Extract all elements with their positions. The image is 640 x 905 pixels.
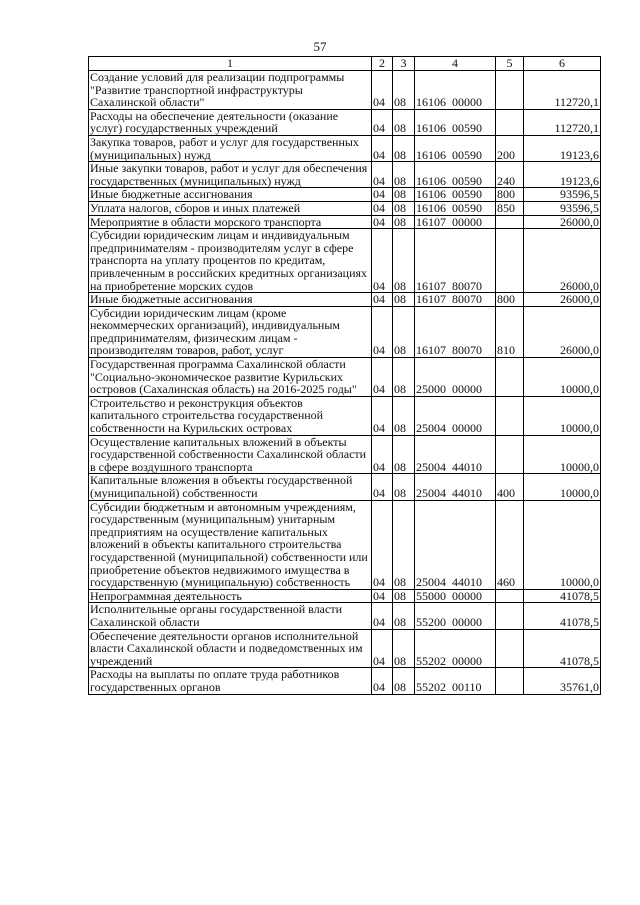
amount-cell: 26000,0 — [524, 293, 601, 307]
target-item-cell: 25000 00000 — [415, 358, 496, 397]
expense-type-cell — [496, 589, 524, 603]
column-header: 6 — [524, 57, 601, 71]
expense-type-cell — [496, 109, 524, 135]
table-row — [89, 109, 601, 135]
table-row — [89, 500, 601, 589]
section-cell: 04 — [372, 629, 393, 668]
column-header: 3 — [393, 57, 415, 71]
section-cell: 04 — [372, 396, 393, 435]
section-cell: 04 — [372, 229, 393, 293]
row-name-cell: Уплата налогов, сборов и иных платежей — [89, 201, 372, 215]
row-name-cell: Субсидии юридическим лицам и индивидуальным предпринимателям - производителям услуг в сфере транспорта на уплату процентов по кредитам, привлеченным в российских кредитных организациях на приобретение морских судов — [89, 229, 372, 293]
row-name-cell: Закупка товаров, работ и услуг для государственных (муниципальных) нужд — [89, 135, 372, 161]
table-row — [89, 71, 601, 110]
expense-type-cell: 200 — [496, 135, 524, 161]
amount-cell: 41078,5 — [524, 603, 601, 629]
row-name-cell: Обеспечение деятельности органов исполнительной власти Сахалинской области и подведомственных им учреждений — [89, 629, 372, 668]
expense-type-cell — [496, 358, 524, 397]
section-cell: 04 — [372, 589, 393, 603]
row-name-cell: Капитальные вложения в объекты государственной (муниципальной) собственности — [89, 474, 372, 500]
target-item-cell: 25004 00000 — [415, 396, 496, 435]
section-cell: 04 — [372, 306, 393, 357]
row-name-cell: Непрограммная деятельность — [89, 589, 372, 603]
expense-type-cell: 400 — [496, 474, 524, 500]
row-name-cell: Субсидии бюджетным и автономным учреждениям, государственным (муниципальным) унитарным предприятиям на осуществление капитальных вложений в объекты капитального строительства государственной (муниципальной) собственности или приобретение объектов недвижимого имущества в государственную (муниципальную) собственность — [89, 500, 372, 589]
table-row — [89, 162, 601, 188]
amount-cell: 26000,0 — [524, 229, 601, 293]
target-item-cell: 16106 00590 — [415, 135, 496, 161]
expense-type-cell — [496, 629, 524, 668]
subsection-cell: 08 — [393, 293, 415, 307]
budget-table — [88, 56, 601, 695]
expense-type-cell — [496, 229, 524, 293]
row-name-cell: Мероприятие в области морского транспорта — [89, 215, 372, 229]
subsection-cell: 08 — [393, 306, 415, 357]
subsection-cell: 08 — [393, 668, 415, 694]
row-name-cell: Строительство и реконструкция объектов капитального строительства государственной собственности на Курильских островах — [89, 396, 372, 435]
subsection-cell: 08 — [393, 589, 415, 603]
section-cell: 04 — [372, 293, 393, 307]
target-item-cell: 16107 00000 — [415, 215, 496, 229]
row-name-cell: Создание условий для реализации подпрограммы "Развитие транспортной инфраструктуры Сахалинской области" — [89, 71, 372, 110]
target-item-cell: 25004 44010 — [415, 435, 496, 474]
row-name-cell: Иные бюджетные ассигнования — [89, 293, 372, 307]
section-cell: 04 — [372, 603, 393, 629]
target-item-cell: 16107 80070 — [415, 293, 496, 307]
target-item-cell: 55200 00000 — [415, 603, 496, 629]
row-name-cell: Государственная программа Сахалинской области "Социально-экономическое развитие Курильских островов (Сахалинская область) на 2016-2025 годы" — [89, 358, 372, 397]
amount-cell: 41078,5 — [524, 629, 601, 668]
row-name-cell: Субсидии юридическим лицам (кроме некоммерческих организаций), индивидуальным предпринимателям, физическим лицам - производителям товаров, работ, услуг — [89, 306, 372, 357]
column-header: 4 — [415, 57, 496, 71]
section-cell: 04 — [372, 668, 393, 694]
column-header: 1 — [89, 57, 372, 71]
table-row — [89, 293, 601, 307]
section-cell: 04 — [372, 201, 393, 215]
amount-cell: 10000,0 — [524, 474, 601, 500]
section-cell: 04 — [372, 500, 393, 589]
subsection-cell: 08 — [393, 474, 415, 500]
subsection-cell: 08 — [393, 229, 415, 293]
expense-type-cell — [496, 215, 524, 229]
subsection-cell: 08 — [393, 215, 415, 229]
table-row — [89, 396, 601, 435]
subsection-cell: 08 — [393, 358, 415, 397]
subsection-cell: 08 — [393, 71, 415, 110]
target-item-cell: 16106 00590 — [415, 188, 496, 202]
subsection-cell: 08 — [393, 396, 415, 435]
section-cell: 04 — [372, 162, 393, 188]
row-name-cell: Расходы на выплаты по оплате труда работников государственных органов — [89, 668, 372, 694]
target-item-cell: 16106 00590 — [415, 109, 496, 135]
expense-type-cell — [496, 435, 524, 474]
expense-type-cell: 850 — [496, 201, 524, 215]
table-row — [89, 358, 601, 397]
row-name-cell: Расходы на обеспечение деятельности (оказание услуг) государственных учреждений — [89, 109, 372, 135]
amount-cell: 26000,0 — [524, 215, 601, 229]
expense-type-cell: 460 — [496, 500, 524, 589]
section-cell: 04 — [372, 71, 393, 110]
amount-cell: 93596,5 — [524, 188, 601, 202]
subsection-cell: 08 — [393, 603, 415, 629]
row-name-cell: Иные бюджетные ассигнования — [89, 188, 372, 202]
subsection-cell: 08 — [393, 201, 415, 215]
table-row — [89, 474, 601, 500]
table-row — [89, 668, 601, 694]
amount-cell: 112720,1 — [524, 71, 601, 110]
amount-cell: 19123,6 — [524, 135, 601, 161]
table-row — [89, 603, 601, 629]
section-cell: 04 — [372, 358, 393, 397]
subsection-cell: 08 — [393, 188, 415, 202]
expense-type-cell: 240 — [496, 162, 524, 188]
expense-type-cell — [496, 668, 524, 694]
subsection-cell: 08 — [393, 435, 415, 474]
table-row — [89, 215, 601, 229]
target-item-cell: 25004 44010 — [415, 500, 496, 589]
table-row — [89, 629, 601, 668]
target-item-cell: 55000 00000 — [415, 589, 496, 603]
expense-type-cell: 800 — [496, 188, 524, 202]
amount-cell: 112720,1 — [524, 109, 601, 135]
row-name-cell: Иные закупки товаров, работ и услуг для обеспечения государственных (муниципальных) нужд — [89, 162, 372, 188]
amount-cell: 41078,5 — [524, 589, 601, 603]
amount-cell: 10000,0 — [524, 435, 601, 474]
table-row — [89, 135, 601, 161]
subsection-cell: 08 — [393, 629, 415, 668]
table-row — [89, 229, 601, 293]
section-cell: 04 — [372, 135, 393, 161]
target-item-cell: 55202 00110 — [415, 668, 496, 694]
column-header: 2 — [372, 57, 393, 71]
expense-type-cell — [496, 71, 524, 110]
amount-cell: 93596,5 — [524, 201, 601, 215]
row-name-cell: Исполнительные органы государственной власти Сахалинской области — [89, 603, 372, 629]
row-name-cell: Осуществление капитальных вложений в объекты государственной собственности Сахалинской области в сфере воздушного транспорта — [89, 435, 372, 474]
section-cell: 04 — [372, 435, 393, 474]
section-cell: 04 — [372, 215, 393, 229]
table-row — [89, 435, 601, 474]
amount-cell: 35761,0 — [524, 668, 601, 694]
column-header: 5 — [496, 57, 524, 71]
section-cell: 04 — [372, 188, 393, 202]
subsection-cell: 08 — [393, 135, 415, 161]
subsection-cell: 08 — [393, 500, 415, 589]
target-item-cell: 16107 80070 — [415, 229, 496, 293]
table-row — [89, 201, 601, 215]
amount-cell: 10000,0 — [524, 500, 601, 589]
amount-cell: 19123,6 — [524, 162, 601, 188]
target-item-cell: 16106 00590 — [415, 201, 496, 215]
expense-type-cell — [496, 603, 524, 629]
table-header-row — [89, 57, 601, 71]
table-row — [89, 306, 601, 357]
table-row — [89, 589, 601, 603]
page-number: 57 — [313, 39, 327, 54]
expense-type-cell: 800 — [496, 293, 524, 307]
target-item-cell: 16107 80070 — [415, 306, 496, 357]
section-cell: 04 — [372, 474, 393, 500]
subsection-cell: 08 — [393, 109, 415, 135]
section-cell: 04 — [372, 109, 393, 135]
amount-cell: 10000,0 — [524, 358, 601, 397]
expense-type-cell: 810 — [496, 306, 524, 357]
amount-cell: 26000,0 — [524, 306, 601, 357]
target-item-cell: 25004 44010 — [415, 474, 496, 500]
target-item-cell: 55202 00000 — [415, 629, 496, 668]
table-row — [89, 188, 601, 202]
target-item-cell: 16106 00000 — [415, 71, 496, 110]
expense-type-cell — [496, 396, 524, 435]
amount-cell: 10000,0 — [524, 396, 601, 435]
target-item-cell: 16106 00590 — [415, 162, 496, 188]
subsection-cell: 08 — [393, 162, 415, 188]
